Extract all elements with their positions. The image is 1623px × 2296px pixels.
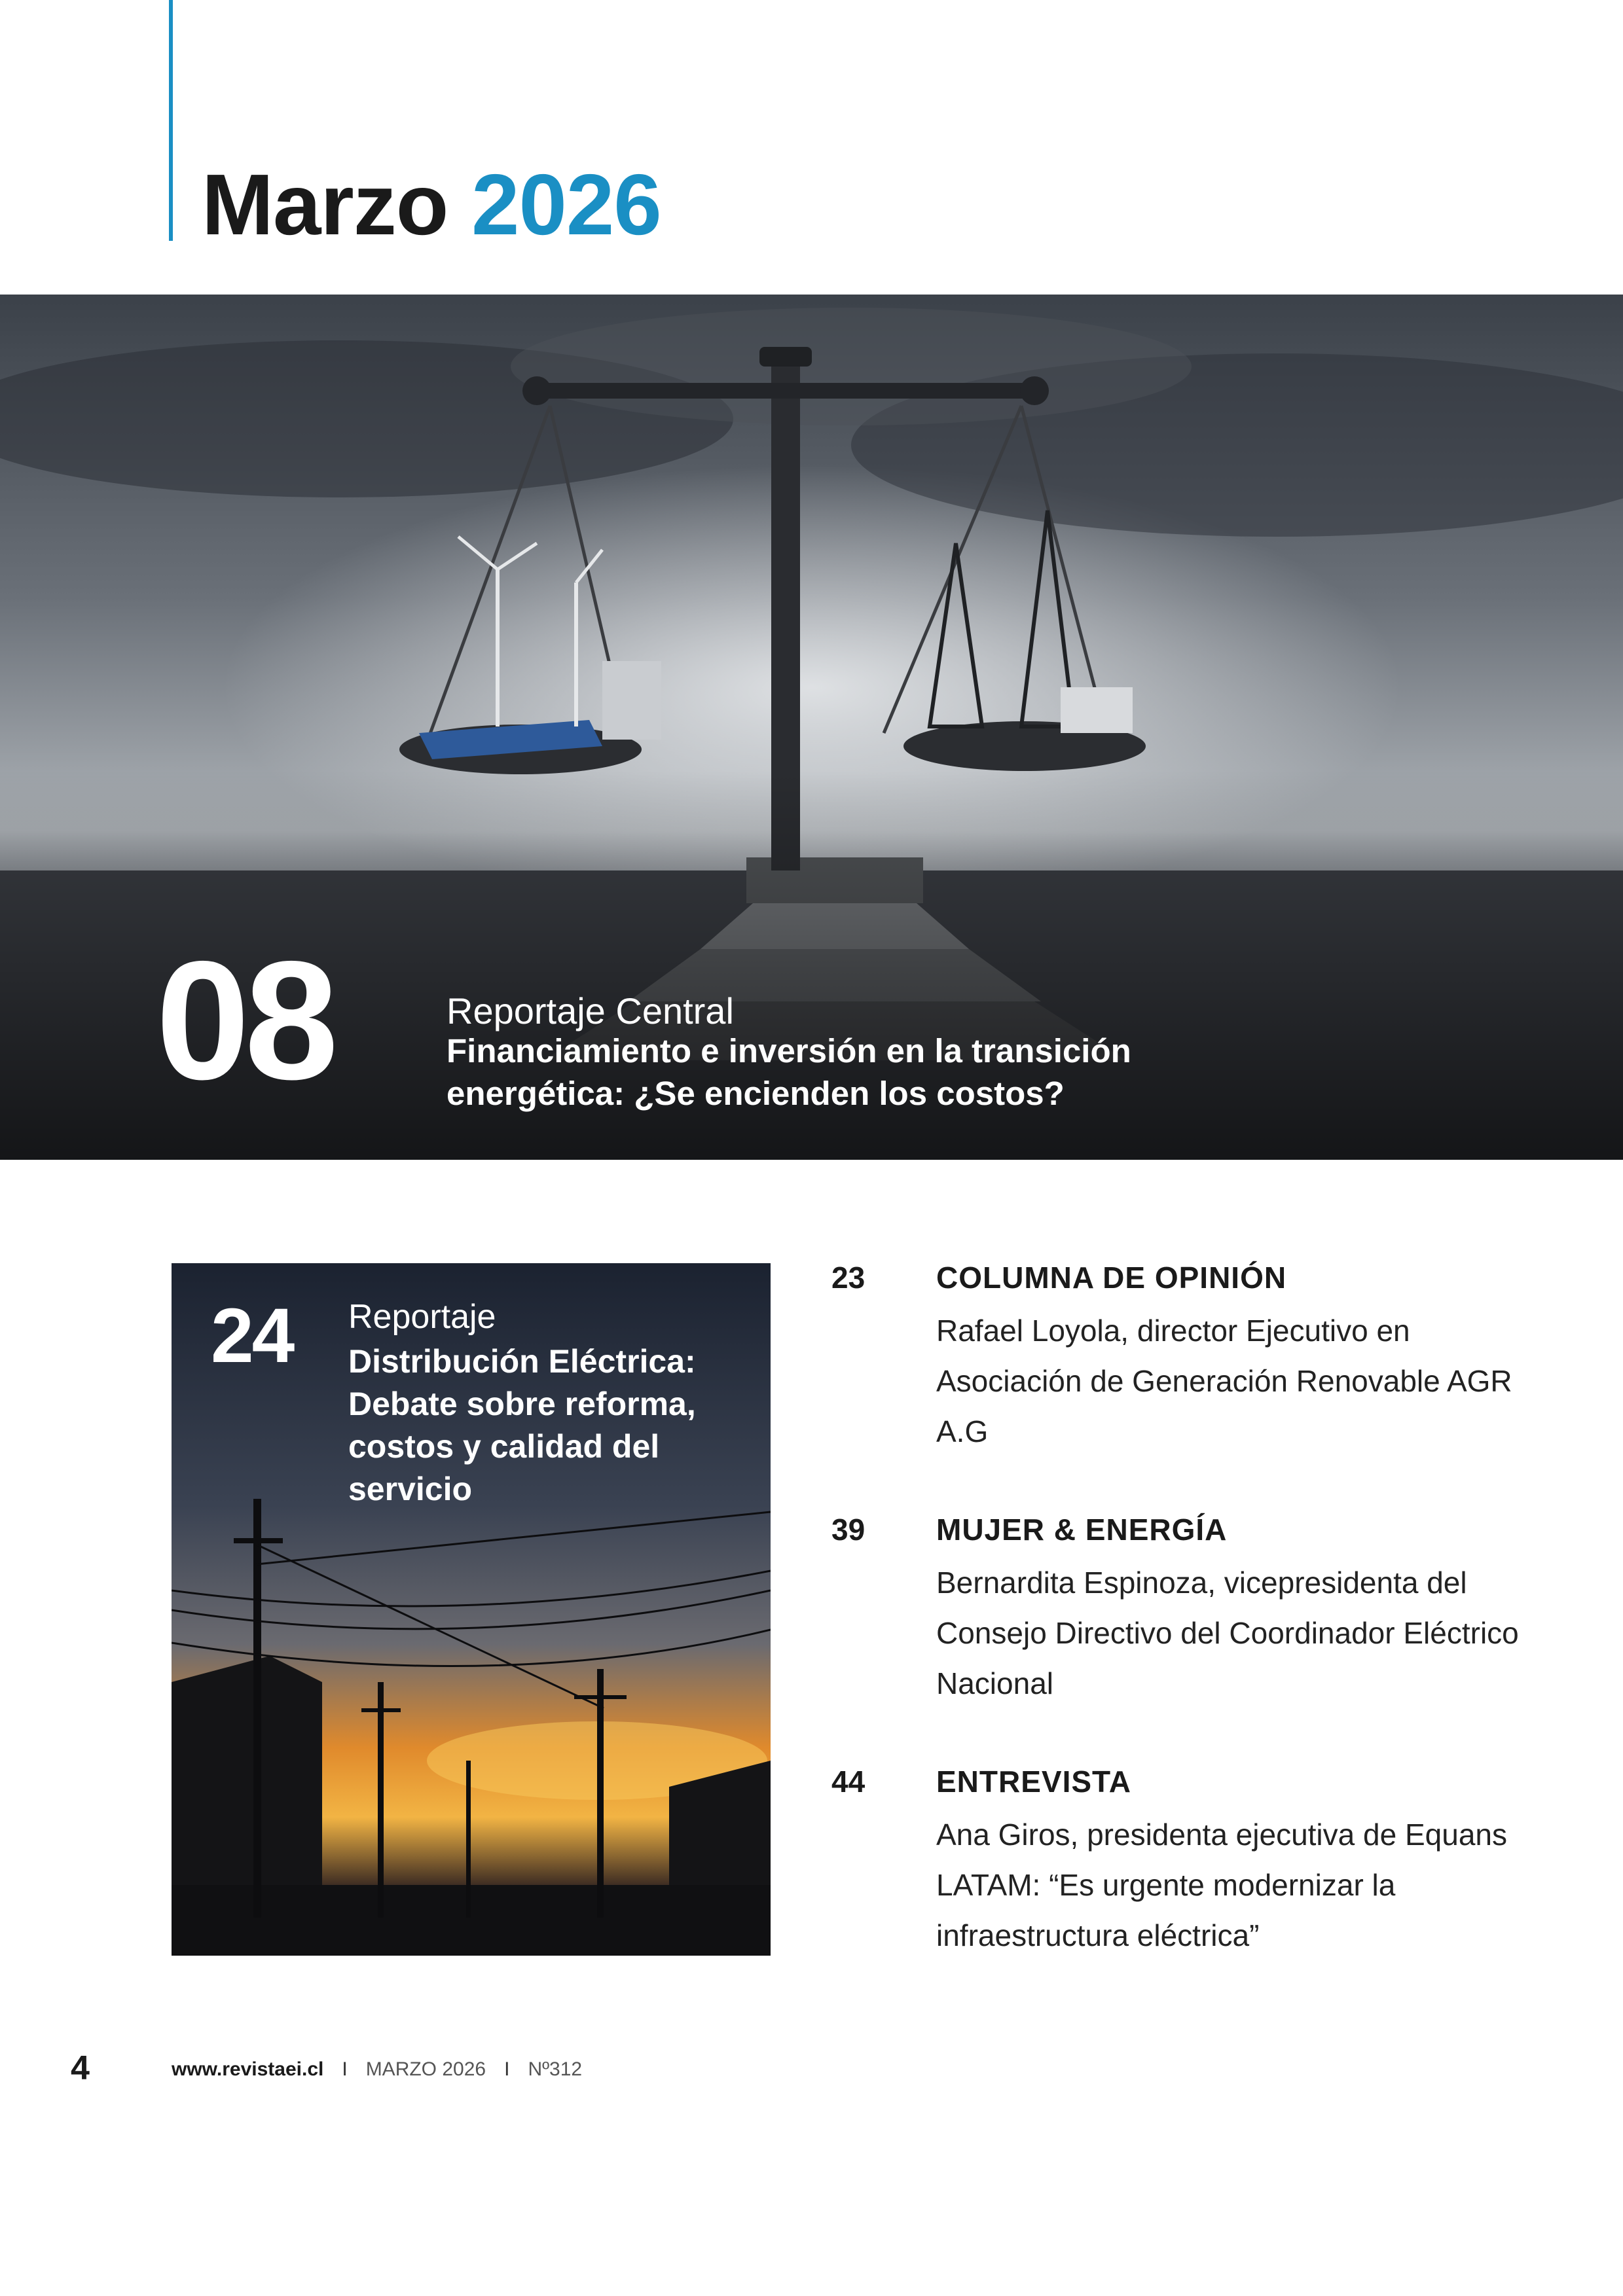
toc-description: Ana Giros, presidenta ejecutiva de Equans LATAM: “Es urgente modernizar la infraestructura eléctrica” xyxy=(936,1818,1507,1952)
title-year: 2026 xyxy=(471,156,661,253)
toc-section-title: MUJER & ENERGÍA xyxy=(936,1513,1228,1547)
hero-page-number: 08 xyxy=(156,925,333,1115)
footer-line xyxy=(172,2058,582,2081)
toc-section-title: COLUMNA DE OPINIÓN xyxy=(936,1261,1287,1295)
footer-issue-date: MARZO 2026 xyxy=(365,2058,486,2080)
footer-separator: I xyxy=(342,2058,348,2080)
feature-kicker: Reportaje xyxy=(348,1298,496,1336)
footer-separator: I xyxy=(504,2058,510,2080)
title-month: Marzo xyxy=(202,156,448,253)
toc-page-number: 44 xyxy=(831,1765,866,1799)
toc-page-number: 39 xyxy=(831,1513,866,1547)
page-folio: 4 xyxy=(71,2049,90,2087)
hero-kicker: Reportaje Central xyxy=(447,990,734,1031)
toc-page-number: 23 xyxy=(831,1261,866,1295)
footer-issue-number: Nº312 xyxy=(528,2058,583,2080)
hero-headline[interactable]: Financiamiento e inversión en la transición energética: ¿Se encienden los costos? xyxy=(447,1032,1131,1112)
footer-url[interactable]: www.revistaei.cl xyxy=(172,2058,324,2080)
header-accent-rule xyxy=(169,0,173,241)
toc-description: Rafael Loyola, director Ejecutivo en Asociación de Generación Renovable AGR A.G xyxy=(936,1314,1512,1448)
page-title xyxy=(202,157,661,252)
toc-description: Bernardita Espinoza, vicepresidenta del Consejo Directivo del Coordinador Eléctrico Nacional xyxy=(936,1566,1519,1700)
feature-headline[interactable]: Distribución Eléctrica: Debate sobre reforma, costos y calidad del servicio xyxy=(348,1343,696,1507)
feature-page-number: 24 xyxy=(211,1293,293,1379)
secondary-feature[interactable] xyxy=(172,1263,771,1956)
toc-section-title: ENTREVISTA xyxy=(936,1765,1131,1799)
